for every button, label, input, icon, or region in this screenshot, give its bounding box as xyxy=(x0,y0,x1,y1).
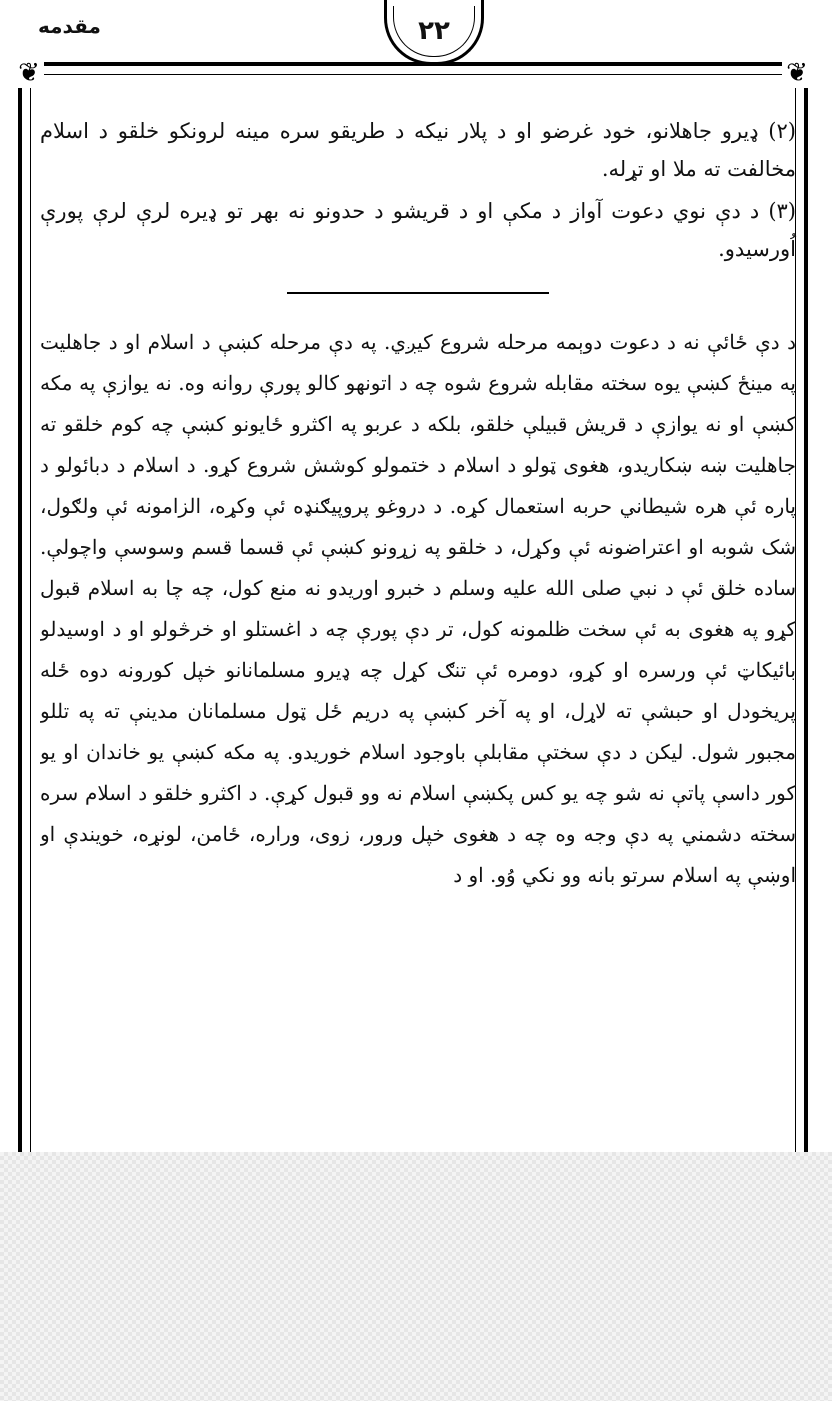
list-item: (۲) ډیرو جاهلانو، خود غرضو او د پلار نیکه د طریقو سره مینه لرونکو خلقو د اسلام مخالفت ته ملا او تړله. xyxy=(40,119,796,181)
ornament-corner-icon: ❦ xyxy=(14,58,44,88)
page-number: ۲۲ xyxy=(393,6,475,57)
body-paragraph: د دې ځائې نه د دعوت دوېمه مرحله شروع کیږي. په دې مرحله کښې د اسلام او د جاهلیت په مینځ کښې یوه سخته مقابله شروع شوه چه د اتونهو کالو پورې روانه وه. نه یوازې په مکه کښې او نه یوازې د قریش قبیلې خلقو، بلکه د عربو په اکثرو ځایونو کښې چه کوم خلقو ته جاهلیت ښه ښکاریدو، هغوی ټولو د اسلام د ختمولو کوشش شروع کړو. د اسلام د دبائولو د پاره ئې هره شیطاني حربه استعمال کړه. د دروغو پروپیګنډه ئې وکړه، الزامونه ئې ولګول، شک شوبه او اعتراضونه ئې وکړل، د خلقو په زړونو کښې ئې قسما قسم وسوسې واچولې. ساده خلق ئې د نبي صلی الله علیه وسلم د خبرو اوریدو نه منع کول، چه چا به اسلام قبول کړو په هغوی به ئې سخت ظلمونه کول، تر دې پورې چه د اغستلو او خرڅولو او د اوسیدلو بائیکاټ ئې ورسره او کړو، دومره ئې تنګ کړل چه ډیرو مسلمانانو خپل کورونه دوه ځله پریخودل او حبشې ته لاړل، او په آخر کښې په دریم ځل ټول مسلمانان مدینې ته په تللو مجبور شول. لیکن د دې سختې مقابلې باوجود اسلام خوریدو. په مکه کښې یو خاندان او یو کور داسې پاتې نه شو چه یو کس پکښې اسلام نه وو قبول کړې. د اکثرو خلقو د اسلام سره سخته دشمني په دې وجه وه چه د هغوی خپل ورور، زوی، وراره، ځامن، لونړه، خویندې او اوښې په اسلام سرتو بانه وو نکي وُو. او د xyxy=(40,330,796,887)
page-number-badge xyxy=(384,0,484,65)
running-head: مقدمه xyxy=(38,14,101,38)
blank-area xyxy=(0,1152,832,1401)
list-item: (۳) د دې نوي دعوت آواز د مکې او د قریشو د حدونو نه بهر تو ډیره لرې لرې پورې اُورسیدو. xyxy=(40,199,796,261)
page-content xyxy=(40,112,796,1114)
section-divider xyxy=(287,292,549,294)
ornament-corner-icon: ❦ xyxy=(782,58,812,88)
